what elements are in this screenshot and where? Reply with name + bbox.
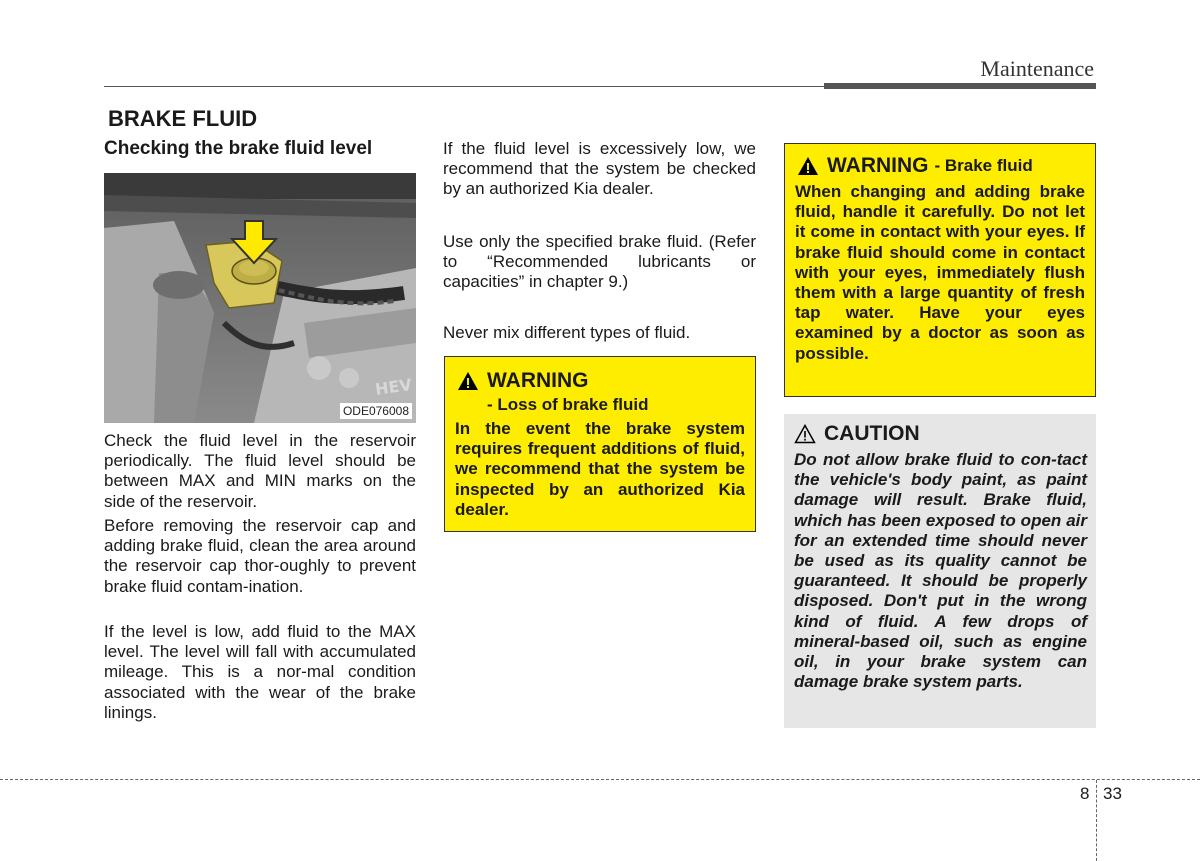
warning-triangle-icon (797, 156, 819, 176)
header-rule-accent (824, 83, 1096, 89)
warning-box-brake-fluid (784, 143, 1096, 397)
body-paragraph: If the level is low, add fluid to the MAX level. The level will fall with accumulated mileage. This is a nor-mal condition associated with the wear of the brake linings. (104, 622, 416, 722)
page-number: 33 (1103, 784, 1122, 803)
body-paragraph: Before removing the reservoir cap and adding brake fluid, clean the area around the reservoir cap thor-oughly to prevent brake fluid contam-ination. (104, 516, 416, 596)
warning-triangle-icon (457, 371, 479, 391)
body-paragraph: Use only the specified brake fluid. (Refer to “Recommended lubricants or capacities” in chapter 9.) (443, 232, 756, 292)
section-title: BRAKE FLUID (108, 106, 258, 131)
warning-body: In the event the brake system requires frequent additions of fluid, we recommend that the system be inspected by an authorized Kia dealer. (455, 419, 745, 519)
warning-box-loss-of-fluid (444, 356, 756, 532)
body-paragraph: Never mix different types of fluid. (443, 323, 691, 342)
warning-body: When changing and adding brake fluid, handle it carefully. Do not let it come in contact with your eyes. If brake fluid should come in contact with your eyes, immediately flush them with a large quantity of fresh tap water. Have your eyes examined by a doctor as soon as possible. (795, 182, 1085, 363)
footer-rule (0, 779, 1200, 780)
engine-cover-stamp: HEV (373, 375, 413, 399)
warning-label: WARNING (487, 369, 589, 392)
warning-subtitle: - Brake fluid (934, 156, 1033, 175)
caution-triangle-icon (794, 424, 816, 444)
body-paragraph: If the fluid level is excessively low, we recommend that the system be checked by an authorized Kia dealer. (443, 139, 756, 199)
warning-label: WARNING (827, 154, 929, 177)
caution-label: CAUTION (824, 422, 920, 445)
figure-code: ODE076008 (340, 403, 412, 419)
caution-body: Do not allow brake fluid to con-tact the vehicle's body paint, as paint damage will result. Brake fluid, which has been exposed to open air for an extended time should never be used as its quality cannot be guaranteed. It should be properly disposed. Don't put in the wrong kind of fluid. A few drops of mineral-based oil, such as engine oil, in your brake system can damage brake system parts. (794, 450, 1087, 692)
chapter-number: 8 (1080, 784, 1090, 803)
engine-bay-photo (104, 173, 416, 423)
caution-box (784, 414, 1096, 728)
chapter-header-title: Maintenance (980, 56, 1094, 81)
footer-divider (1096, 780, 1097, 861)
body-paragraph: Check the fluid level in the reservoir periodically. The fluid level should be between MAX and MIN marks on the side of the reservoir. (104, 431, 416, 511)
subsection-title: Checking the brake fluid level (104, 138, 373, 159)
warning-subtitle: - Loss of brake fluid (487, 395, 649, 414)
